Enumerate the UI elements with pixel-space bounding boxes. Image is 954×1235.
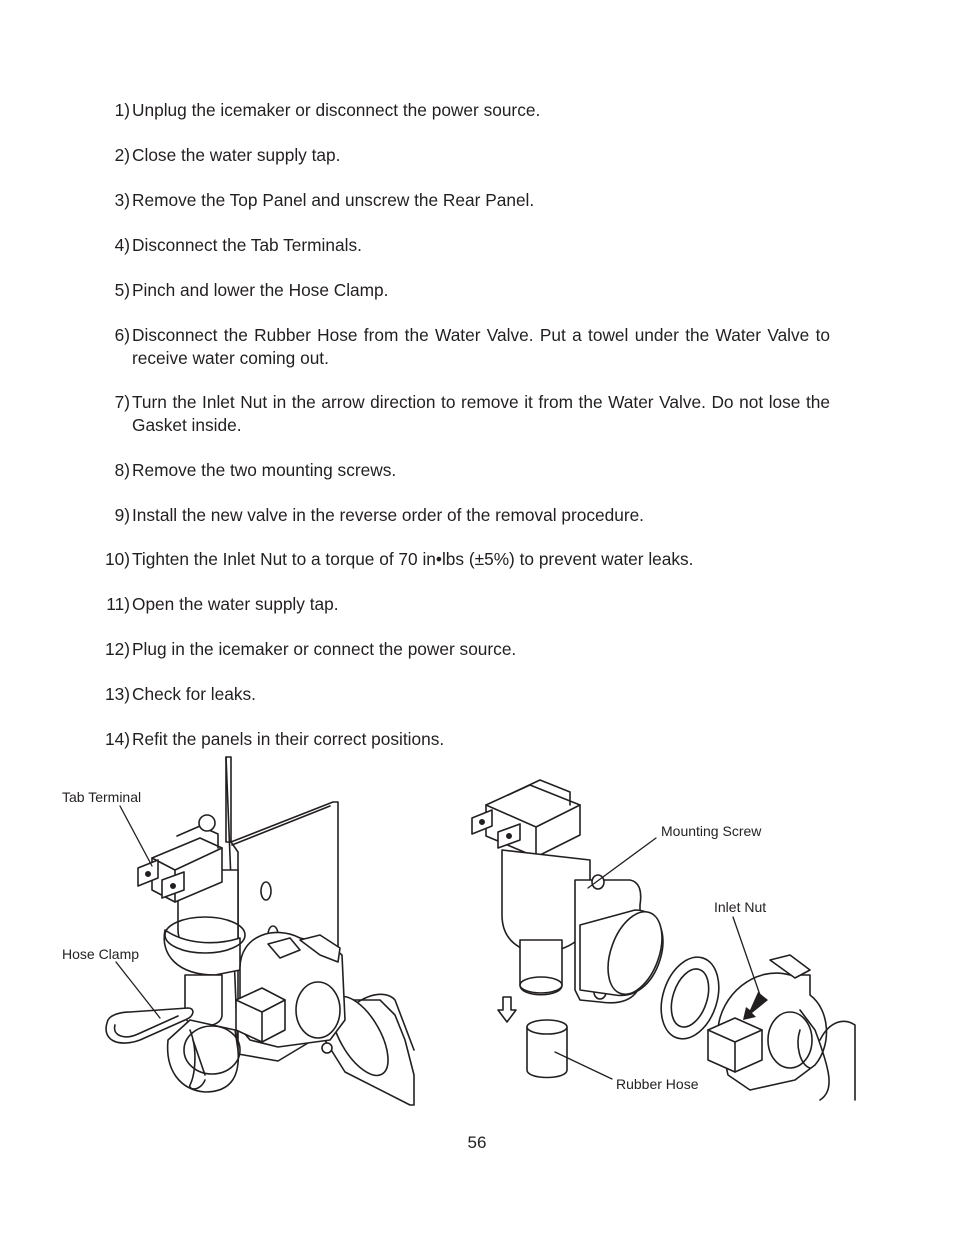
label-inlet-nut: Inlet Nut bbox=[714, 899, 767, 915]
step-text: Remove the two mounting screws. bbox=[132, 460, 397, 480]
step-text: Disconnect the Rubber Hose from the Water Valve. Put a towel under the Water Valve to receive water coming out. bbox=[132, 325, 830, 368]
step-number: 2) bbox=[114, 145, 130, 165]
step-number: 8) bbox=[114, 460, 130, 480]
step-number: 9) bbox=[114, 505, 130, 525]
step-number: 1) bbox=[114, 100, 130, 120]
step-number: 11) bbox=[106, 594, 130, 614]
step-number: 6) bbox=[114, 325, 130, 345]
step-text: Close the water supply tap. bbox=[132, 145, 341, 165]
installed-valve-figure bbox=[106, 757, 414, 1105]
step-text: Turn the Inlet Nut in the arrow direction to remove it from the Water Valve. Do not lose the Gasket inside. bbox=[132, 392, 830, 435]
step-number: 4) bbox=[114, 235, 130, 255]
label-mounting-screw: Mounting Screw bbox=[661, 823, 762, 839]
label-tab-terminal: Tab Terminal bbox=[62, 789, 142, 805]
step-number: 14) bbox=[105, 729, 130, 749]
step-number: 13) bbox=[105, 684, 130, 704]
step-number: 3) bbox=[114, 190, 130, 210]
step-number: 5) bbox=[114, 280, 130, 300]
step-text: Refit the panels in their correct positions. bbox=[132, 729, 445, 749]
step-text: Unplug the icemaker or disconnect the power source. bbox=[132, 100, 541, 120]
step-text: Disconnect the Tab Terminals. bbox=[132, 235, 362, 255]
step-number: 10) bbox=[105, 549, 130, 569]
label-hose-clamp: Hose Clamp bbox=[62, 946, 140, 962]
step-text: Pinch and lower the Hose Clamp. bbox=[132, 280, 389, 300]
step-text: Install the new valve in the reverse order of the removal procedure. bbox=[132, 505, 644, 525]
label-rubber-hose: Rubber Hose bbox=[616, 1076, 699, 1092]
step-number: 7) bbox=[114, 392, 130, 412]
step-text: Open the water supply tap. bbox=[132, 594, 339, 614]
step-text: Plug in the icemaker or connect the power source. bbox=[132, 639, 517, 659]
step-number: 12) bbox=[105, 639, 130, 659]
step-text: Remove the Top Panel and unscrew the Rear Panel. bbox=[132, 190, 535, 210]
step-text: Tighten the Inlet Nut to a torque of 70 in•lbs (±5%) to prevent water leaks. bbox=[132, 549, 694, 569]
step-text: Check for leaks. bbox=[132, 684, 256, 704]
page-number: 56 bbox=[467, 1133, 487, 1152]
